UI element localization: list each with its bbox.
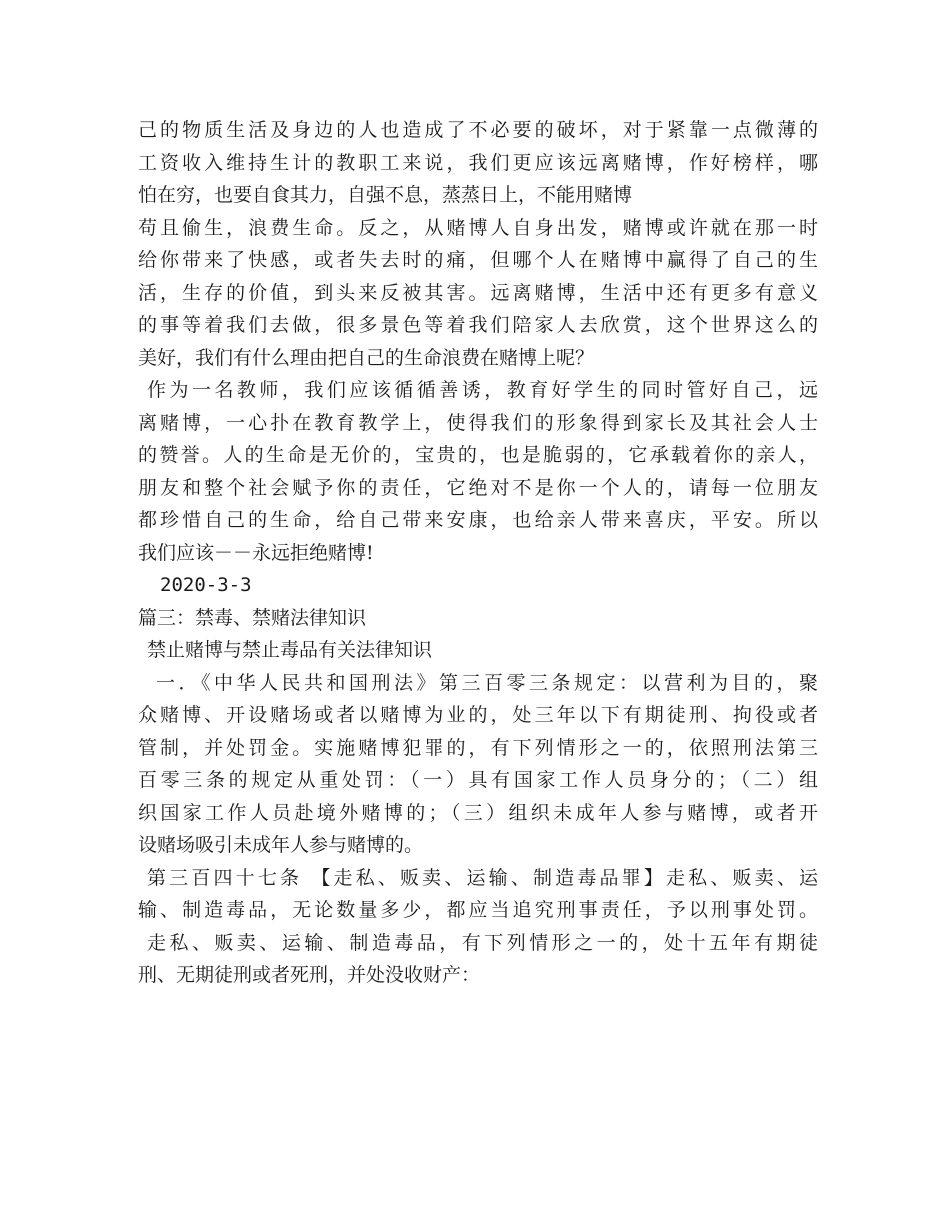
- text-line: 刑、无期徒刑或者死刑，并处没收财产：: [138, 964, 481, 986]
- text-line: 管制，并处罚金。实施赌博犯罪的，有下列情形之一的，依照刑法第三: [138, 736, 818, 759]
- text-line: 离赌博，一心扑在教育教学上，使得我们的形象得到家长及其社会人士: [138, 411, 818, 434]
- text-line: 活，生存的价值，到头来反被其害。远离赌博，生活中还有更多有意义: [138, 281, 818, 304]
- text-line: 第三百四十七条 【走私、贩卖、运输、制造毒品罪】走私、贩卖、运: [147, 866, 818, 889]
- text-line: 己的物质生活及身边的人也造成了不必要的破坏，对于紧靠一点微薄的: [138, 119, 818, 141]
- paragraph-drug-penalties: [138, 927, 818, 992]
- text-line: 工资收入维持生计的教职工来说，我们更应该远离赌博，作好榜样，哪: [138, 151, 818, 174]
- text-line: 都珍惜自己的生命，给自己带来安康，也给亲人带来喜庆，平安。所以: [138, 509, 818, 531]
- text-line: 苟且偷生，浪费生命。反之，从赌博人自身出发，赌博或许就在那一时: [138, 216, 818, 239]
- paragraph-criminal-law-347: [138, 862, 818, 927]
- text-line: 织国家工作人员赴境外赌博的；（三）组织未成年人参与赌博，或者开: [138, 801, 818, 824]
- text-line: 走私、贩卖、运输、制造毒品，有下列情形之一的，处十五年有期徒: [147, 931, 818, 954]
- paragraph-cherish-life: [138, 212, 818, 375]
- text-line: 众赌博、开设赌场或者以赌博为业的，处三年以下有期徒刑、拘役或者: [138, 704, 818, 726]
- text-line: 怕在穷，也要自食其力，自强不息，蒸蒸日上，不能用赌博: [138, 184, 633, 206]
- text-line: 设赌场吸引未成年人参与赌博的。: [138, 834, 424, 856]
- document-page: [138, 114, 818, 992]
- text-line: 百零三条的规定从重处罚：（一）具有国家工作人员身分的；（二）组: [138, 769, 818, 791]
- text-line: 美好，我们有什么理由把自己的生命浪费在赌博上呢？: [138, 346, 595, 369]
- paragraph-criminal-law-303: [138, 667, 818, 862]
- text-line: 的事等着我们去做，很多景色等着我们陪家人去欣赏，这个世界这么的: [138, 314, 818, 336]
- text-line: 我们应该－－永远拒绝赌博!: [138, 541, 374, 564]
- text-line: 朋友和整个社会赋予你的责任，它绝对不是你一个人的，请每一位朋友: [138, 476, 818, 499]
- paragraph-gambling-harm: [138, 114, 818, 212]
- section-title: 篇三：禁毒、禁赌法律知识: [138, 606, 367, 629]
- text-line: 一．《中华人民共和国刑法》第三百零三条规定：以营利为目的，聚: [156, 671, 818, 694]
- document-date: 2020-3-3: [160, 574, 252, 596]
- text-line: 输、制造毒品，无论数量多少，都应当追究刑事责任，予以刑事处罚。: [138, 899, 818, 921]
- section-subtitle: 禁止赌博与禁止毒品有关法律知识: [147, 639, 433, 661]
- text-line: 的赞誉。人的生命是无价的，宝贵的，也是脆弱的，它承载着你的亲人，: [138, 444, 818, 466]
- paragraph-teacher-role: [138, 374, 818, 569]
- text-line: 作为一名教师，我们应该循循善诱，教育好学生的同时管好自己，远: [147, 379, 818, 401]
- text-line: 给你带来了快感，或者失去时的痛，但哪个人在赌博中赢得了自己的生: [138, 249, 818, 271]
